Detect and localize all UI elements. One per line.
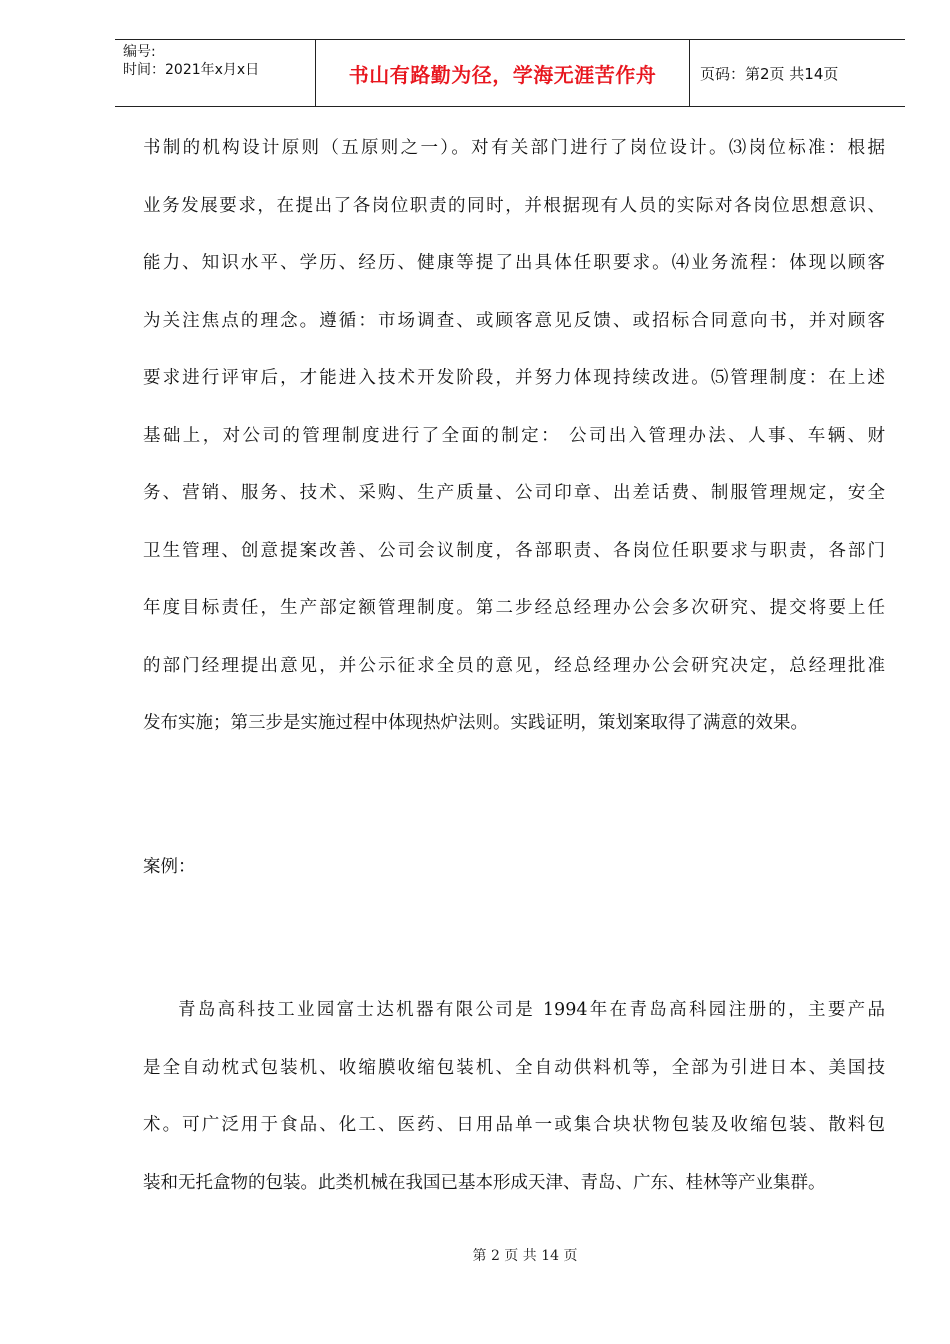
- text-line: 的部门经理提出意见，并公示征求全员的意见，经总经理办公会研究决定，总经理批准: [143, 655, 885, 676]
- text-line: 年度目标责任，生产部定额管理制度。第二步经总经理办公会多次研究、提交将要上任: [143, 598, 885, 618]
- text-line: 装和无托盒物的包装。此类机械在我国已基本形成天津、青岛、广东、桂林等产业集群。: [143, 1172, 826, 1193]
- text-line: 术。可广泛用于食品、化工、医药、日用品单一或集合块状物包装及收缩包装、散料包: [143, 1115, 885, 1135]
- body-paragraph-1: [143, 120, 885, 753]
- document-date: 时间：2021年x月x日: [123, 62, 260, 78]
- document-number-label: 编号:: [123, 44, 156, 60]
- page-header: [115, 39, 905, 107]
- text-line: 卫生管理、创意提案改善、公司会议制度，各部职责、各岗位任职要求与职责，各部门: [143, 540, 885, 561]
- text-line: 青岛高科技工业园富士达机器有限公司是 1994年在青岛高科园注册的，主要产品: [178, 1000, 885, 1020]
- text-line: 为关注焦点的理念。遵循：市场调查、或顾客意见反馈、或招标合同意向书，并对顾客: [143, 310, 885, 331]
- header-motto: 书山有路勤为径，学海无涯苦作舟: [316, 40, 690, 106]
- case-heading: 案例：: [143, 857, 196, 877]
- text-line: 务、营销、服务、技术、采购、生产质量、公司印章、出差话费、制服管理规定，安全: [143, 483, 885, 503]
- header-meta: [115, 40, 316, 106]
- text-line: 业务发展要求，在提出了各岗位职责的同时，并根据现有人员的实际对各岗位思想意识、: [143, 195, 885, 216]
- text-line: 基础上，对公司的管理制度进行了全面的制定： 公司出入管理办法、人事、车辆、财: [143, 425, 885, 446]
- text-line: 书制的机构设计原则（五原则之一）。对有关部门进行了岗位设计。⑶岗位标准：根据: [143, 138, 885, 158]
- text-line: 是全自动枕式包装机、收缩膜收缩包装机、全自动供料机等，全部为引进日本、美国技: [143, 1057, 885, 1078]
- page-footer: 第 2 页 共 14 页: [472, 1248, 578, 1264]
- text-line: 能力、知识水平、学历、经历、健康等提了出具体任职要求。⑷业务流程：体现以顾客: [143, 253, 885, 273]
- header-page-info: 页码：第2页 共14页: [700, 64, 839, 83]
- text-line: 要求进行评审后，才能进入技术开发阶段，并努力体现持续改进。⑸管理制度：在上述: [143, 368, 885, 388]
- text-line: 发布实施；第三步是实施过程中体现热炉法则。实践证明，策划案取得了满意的效果。: [143, 713, 808, 733]
- body-paragraph-2: [143, 982, 885, 1212]
